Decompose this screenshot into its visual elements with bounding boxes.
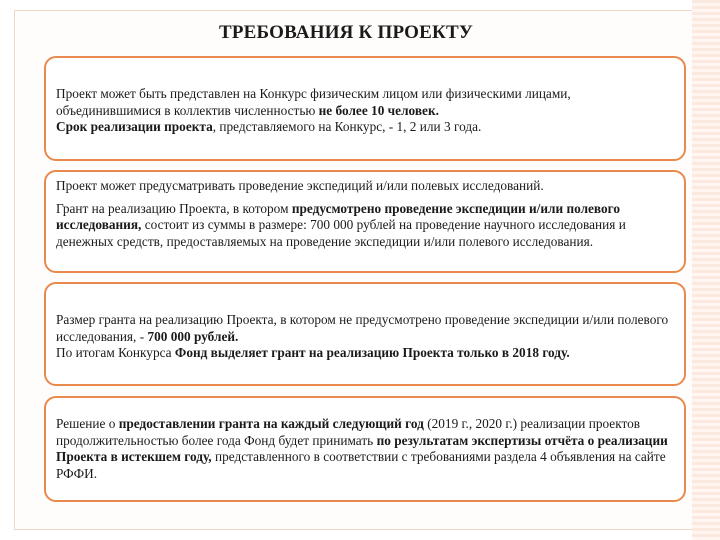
requirement-box-grant-size [44,282,686,386]
decorative-stripe [692,0,720,540]
requirement-box-expeditions [44,170,686,273]
expedition-grant-text: Грант на реализацию Проекта, в котором предусмотрено проведение экспедиции и/или полевого исследования, состоит из суммы в размере: 700 000 рублей на проведение научного исследования и денежных средств, предоставляемых на проведение экспедиции и/или полевого исследования. [56,200,626,249]
requirement-box-next-year [44,396,686,502]
grant-size-text: Размер гранта на реализацию Проекта, в котором не предусмотрено проведение экспедиции и/или полевого исследования, - 700 000 рублей. По итогам Конкурса Фонд выделяет грант на реализацию Проекта только в 2018 году. [56,312,669,360]
page-title: ТРЕБОВАНИЯ К ПРОЕКТУ [218,22,474,43]
next-year-decision-text: Решение о предоставлении гранта на каждый следующий год (2019 г., 2020 г.) реализации проектов продолжительностью более года Фонд будет принимать по результатам экспертизы отчёта о реализации Проекта в истекшем году, представленного в соответствии с требованиями раздела 4 объявления на сайте РФФИ. [56,416,668,481]
requirement-box-team [44,56,686,161]
expeditions-text: Проект может предусматривать проведение экспедиций и/или полевых исследований. [56,178,544,193]
team-size-text: Проект может быть представлен на Конкурс физическим лицом или физическими лицами, объединившимися в коллектив численностью не более 10 человек. Срок реализации проекта, представляемого на Конкурс, - 1, 2 или 3 года. [56,86,571,134]
